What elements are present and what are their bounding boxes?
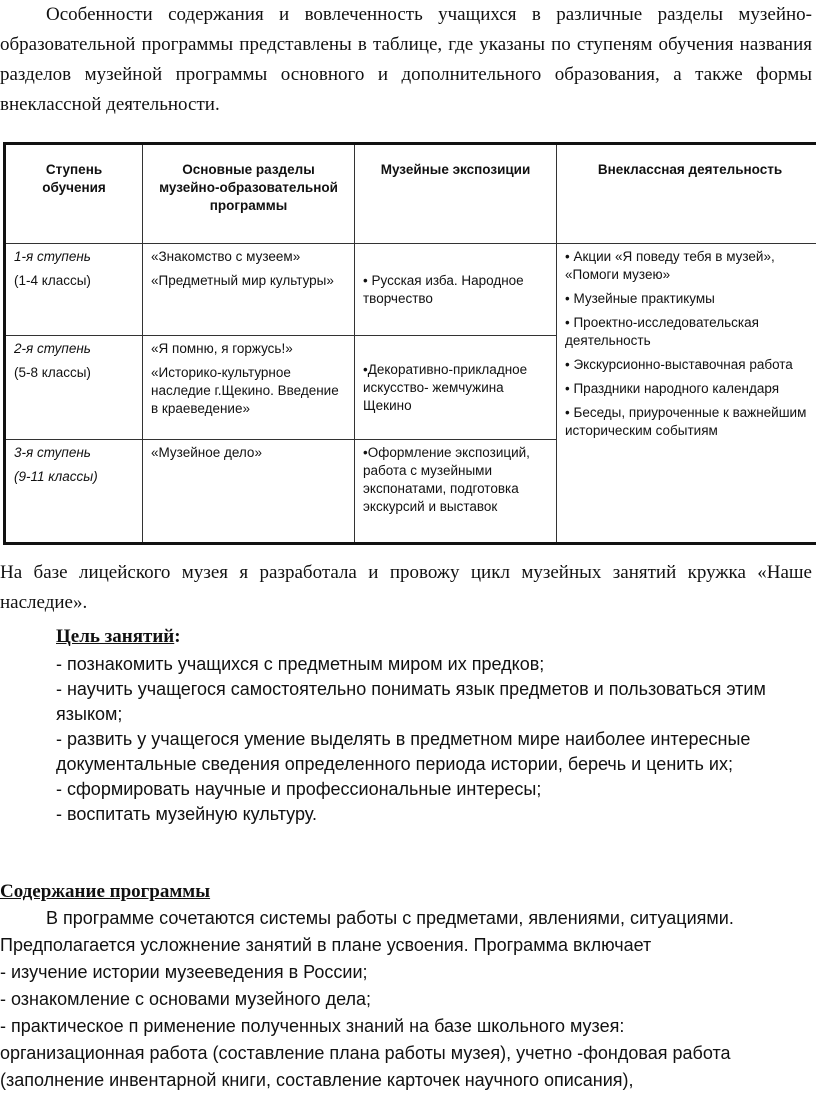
header-stage: Ступень обучения: [5, 144, 143, 244]
table-header-row: [5, 144, 816, 244]
exhibit-cell: [355, 440, 557, 544]
activity-item: • Музейные практикумы: [565, 290, 815, 308]
sections-cell: [143, 440, 355, 544]
intro-paragraph: Особенности содержания и вовлеченность учащихся в различные разделы музейно-образовательной программы представлены в таблице, где указаны по ступеням обучения названия разделов музейной программы основного и дополнительного образования, а также формы внеклассной деятельности.: [0, 0, 812, 120]
section-item: «Я помню, я горжусь!»: [151, 340, 346, 358]
content-line: - практическое п рименение полученных знаний на базе школьного музея:: [0, 1013, 816, 1040]
header-sections: Основные разделы музейно-образовательной программы: [143, 144, 355, 244]
section-item: «Предметный мир культуры»: [151, 272, 346, 290]
base-paragraph: На базе лицейского музея я разработала и провожу цикл музейных занятий кружка «Наше наследие».: [0, 558, 812, 618]
stage-name: 3-я ступень: [14, 444, 134, 462]
header-activities: Внеклассная деятельность: [557, 144, 816, 244]
goal-block: [56, 622, 816, 827]
content-line: - изучение истории музееведения в России;: [0, 959, 816, 986]
stage-cell: [5, 440, 143, 544]
museum-program-table: [3, 142, 816, 545]
stage-grades: (5-8 классы): [14, 364, 134, 382]
exhibit-cell: [355, 336, 557, 440]
stage-cell: [5, 336, 143, 440]
activity-item: • Праздники народного календаря: [565, 380, 815, 398]
goal-item: - сформировать научные и профессиональные интересы;: [56, 777, 816, 802]
goals-section: [0, 558, 816, 827]
exhibit-text: •Оформление экспозиций, работа с музейными экспонатами, подготовка экскурсий и выставок: [363, 444, 548, 516]
goal-title-colon: :: [174, 626, 180, 647]
sections-cell: [143, 244, 355, 336]
stage-cell: [5, 244, 143, 336]
content-line: Предполагается усложнение занятий в плане усвоения. Программа включает: [0, 932, 816, 959]
goal-title: Цель занятий: [56, 626, 174, 647]
stage-name: 2-я ступень: [14, 340, 134, 358]
content-title: Содержание программы: [0, 878, 816, 905]
activity-item: • Беседы, приуроченные к важнейшим историческим событиям: [565, 404, 815, 440]
exhibit-text: •Декоративно-прикладное искусство- жемчужина Щекино: [363, 361, 548, 415]
content-line: (заполнение инвентарной книги, составление карточек научного описания),: [0, 1067, 816, 1094]
content-line: организационная работа (составление плана работы музея), учетно -фондовая работа: [0, 1040, 816, 1067]
stage-name: 1-я ступень: [14, 248, 134, 266]
goal-item: - воспитать музейную культуру.: [56, 802, 816, 827]
table-row: [5, 244, 816, 336]
section-item: «Музейное дело»: [151, 444, 346, 462]
exhibit-cell: [355, 244, 557, 336]
stage-grades: (9-11 классы): [14, 468, 134, 486]
content-line: - ознакомление с основами музейного дела;: [0, 986, 816, 1013]
goal-item: - познакомить учащихся с предметным миром их предков;: [56, 652, 816, 677]
goal-item: - развить у учащегося умение выделять в предметном мире наиболее интересные документальные сведения определенного периода истории, беречь и ценить их;: [56, 727, 816, 777]
section-item: «Знакомство с музеем»: [151, 248, 346, 266]
sections-cell: [143, 336, 355, 440]
stage-grades: (1-4 классы): [14, 272, 134, 290]
activity-item: • Проектно-исследовательская деятельность: [565, 314, 815, 350]
section-item: «Историко-культурное наследие г.Щекино. Введение в краеведение»: [151, 364, 346, 418]
content-section: [0, 878, 816, 1094]
content-line: В программе сочетаются системы работы с предметами, явлениями, ситуациями.: [0, 905, 816, 932]
activity-item: • Экскурсионно-выставочная работа: [565, 356, 815, 374]
activity-item: • Акции «Я поведу тебя в музей», «Помоги музею»: [565, 248, 815, 284]
exhibit-text: • Русская изба. Народное творчество: [363, 272, 548, 308]
header-exhibits: Музейные экспозиции: [355, 144, 557, 244]
activities-cell: [557, 244, 816, 544]
goal-item: - научить учащегося самостоятельно понимать язык предметов и пользоваться этим языком;: [56, 677, 816, 727]
